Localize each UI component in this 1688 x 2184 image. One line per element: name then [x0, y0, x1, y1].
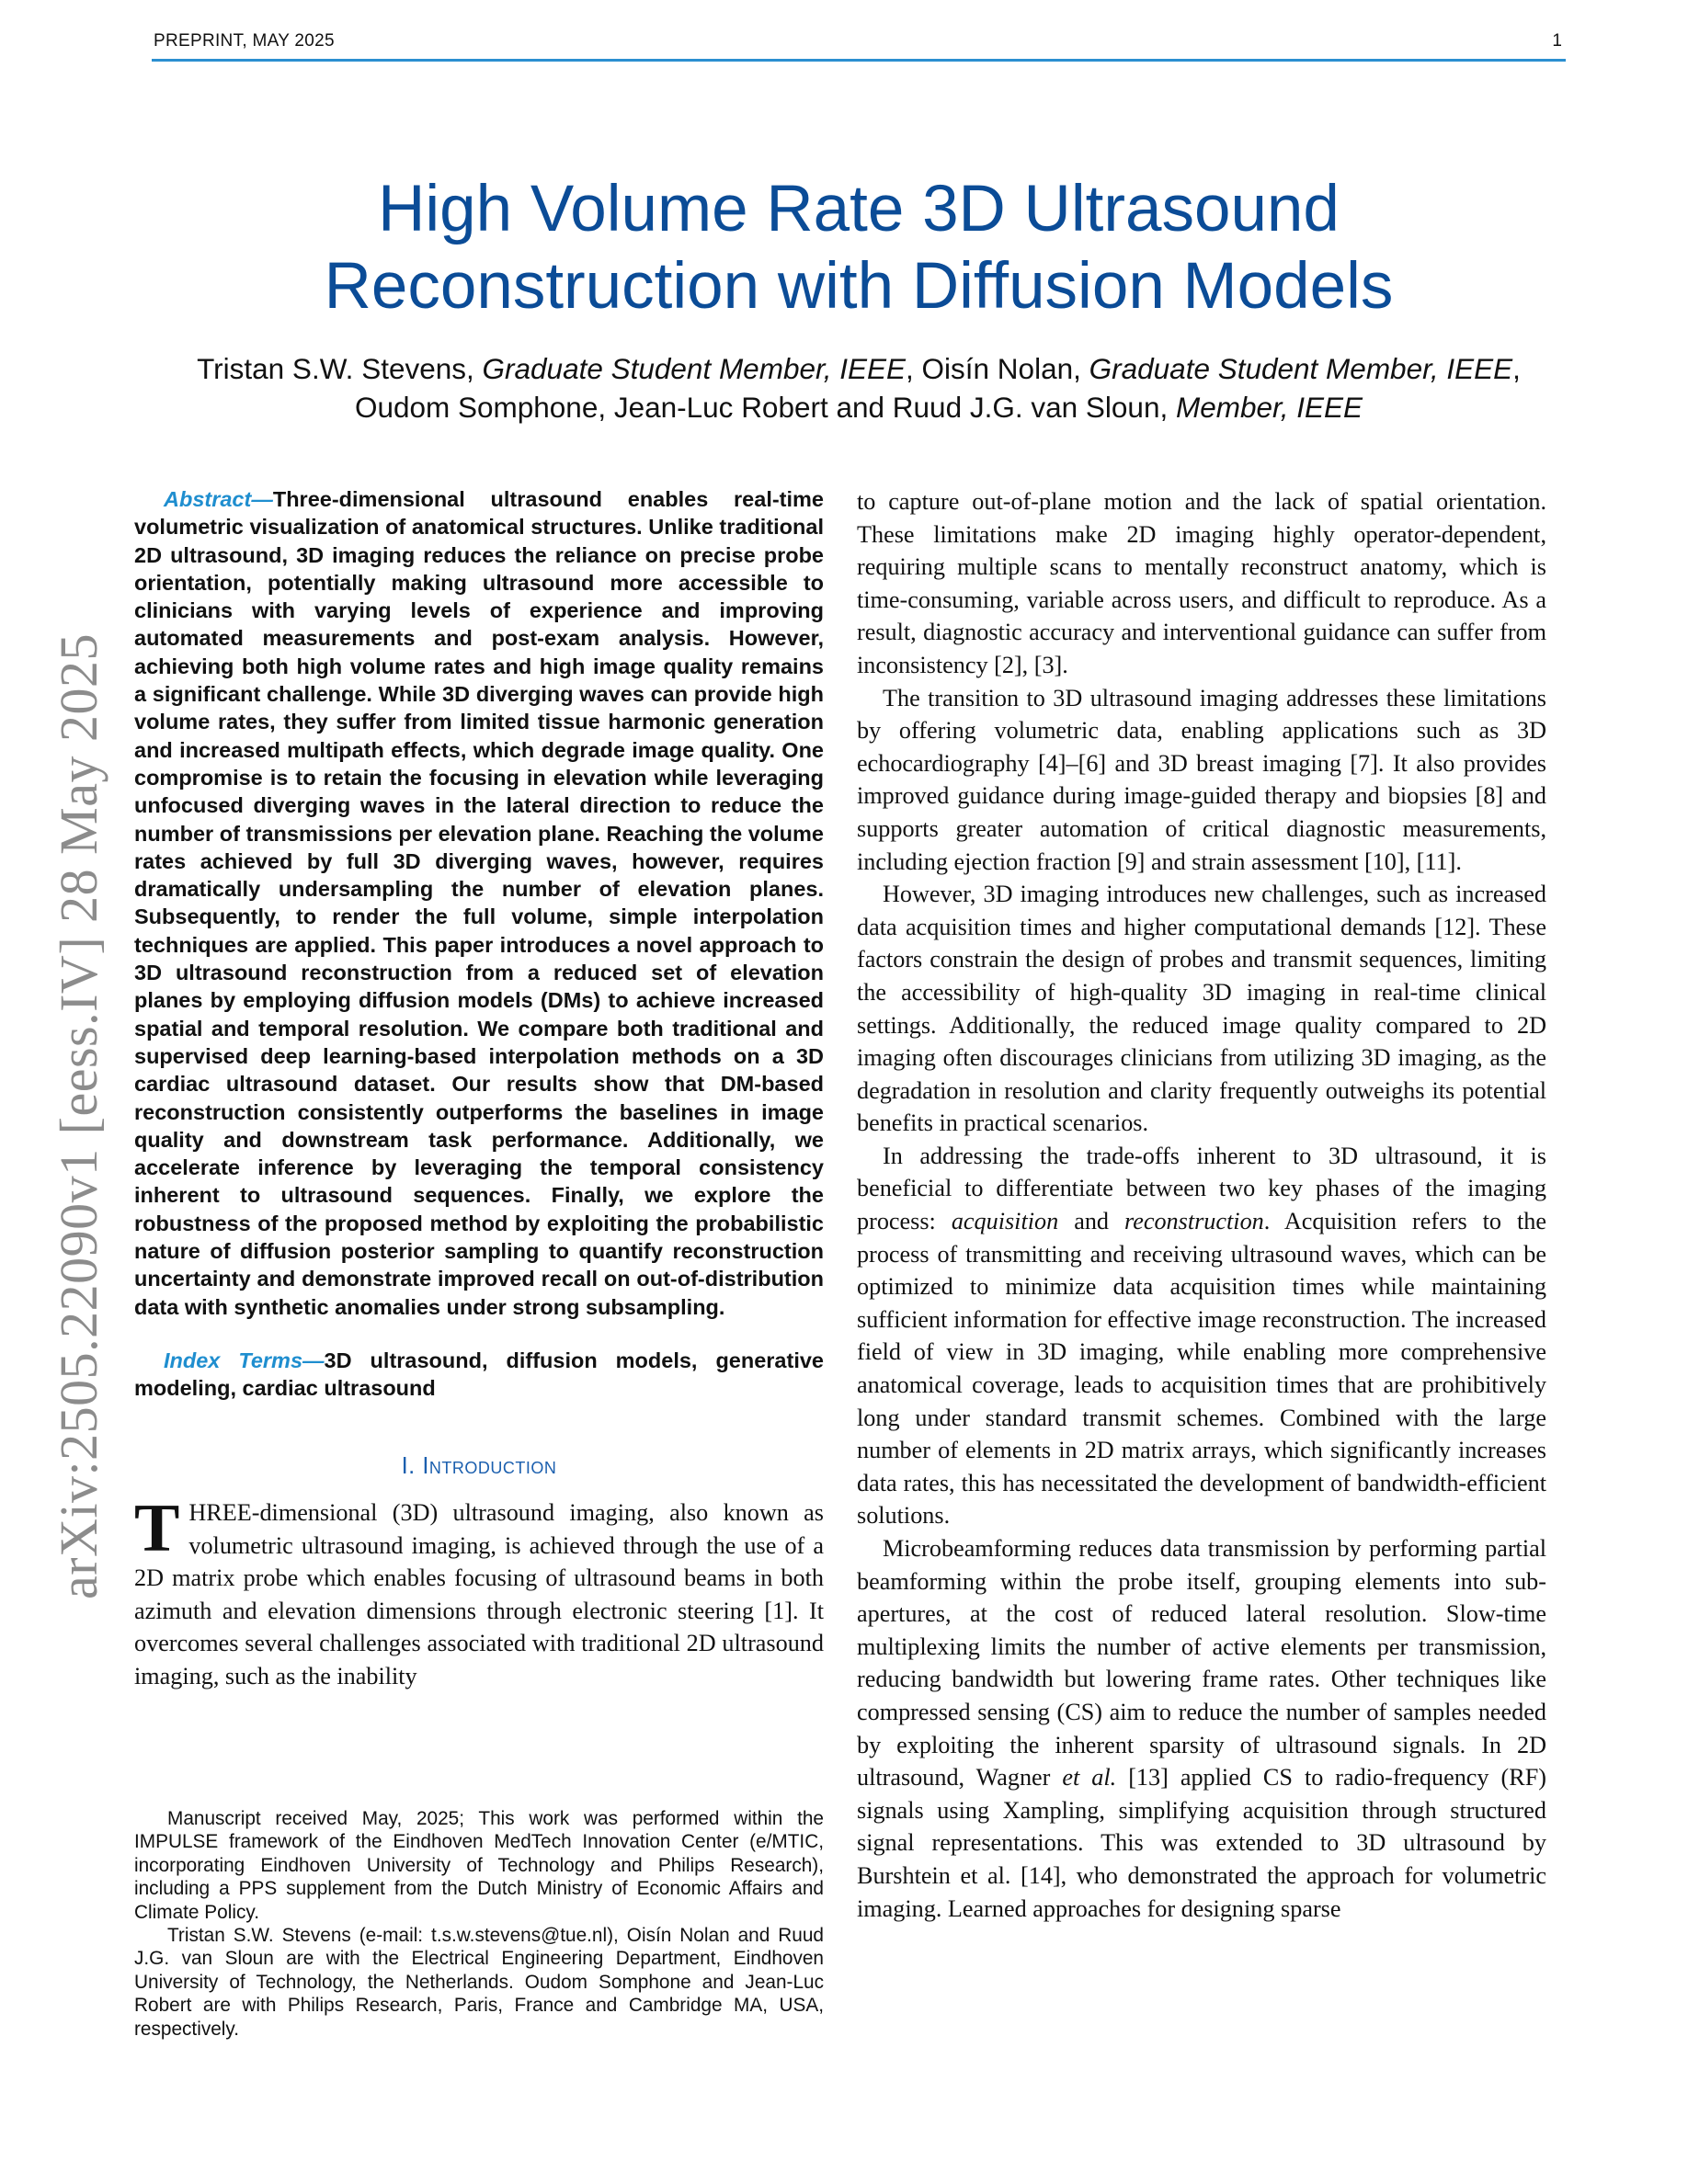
abstract [134, 485, 824, 1321]
author-line-2 [152, 388, 1566, 427]
author-name: Tristan S.W. Stevens, [197, 352, 483, 385]
footnote-funding: Manuscript received May, 2025; This work was performed within the IMPULSE framework of the Eindhoven MedTech Innovation Center (e/MTIC, incorporating Eindhoven University of Technology and Philips Research), including a PPS supplement from the Dutch Ministry of Economic Affairs and Climate Policy. [134, 1808, 824, 1923]
footnotes [134, 1807, 824, 2041]
index-terms [134, 1347, 824, 1402]
title-line-1: High Volume Rate 3D Ultrasound [378, 173, 1340, 245]
author-line-1 [152, 349, 1566, 388]
author-separator: , [1512, 352, 1521, 385]
paragraph-3: However, 3D imaging introduces new challenges, such as increased data acquisition times and higher computational demands [12]. These factors constrain the design of probes and transmit sequences, limiting the accessibility of high-quality 3D imaging in real-time clinical settings. Additionally, the reduced image quality compared to 2D imaging often discourages clinicians from utilizing 3D imaging, as the degradation in resolution and clarity frequently outweighs its potential benefits in practical scenarios. [857, 881, 1546, 1137]
intro-text: HREE-dimensional (3D) ultrasound imaging, also known as volumetric ultrasound imaging, is achieved through the use of a 2D matrix probe which enables focusing of ultrasound beams in both azimuth and elevation dimensions through electronic steering [1]. It overcomes several challenges associated with traditional 2D ultrasound imaging, such as the inability [134, 1498, 824, 1689]
author-name: , Oisín Nolan, [906, 352, 1089, 385]
footnote-affiliations: Tristan S.W. Stevens (e-mail: t.s.w.stevens@tue.nl), Oisín Nolan and Ruud J.G. van Sloun are with the Electrical Engineering Department, Eindhoven University of Technology, the Netherlands. Oudom Somphone and Jean-Luc Robert are with Philips Research, Paris, France and Cambridge MA, USA, respectively. [134, 1925, 824, 2040]
paper-title [152, 171, 1566, 325]
author-affiliation: Graduate Student Member, IEEE [1089, 352, 1513, 385]
et-al: et al. [1062, 1764, 1117, 1792]
page-number: 1 [1552, 31, 1562, 51]
section-title: Introduction [422, 1452, 557, 1479]
index-terms-label: Index Terms— [164, 1348, 325, 1372]
left-column [134, 485, 824, 1692]
term-reconstruction: reconstruction [1124, 1208, 1264, 1235]
arxiv-identifier: arXiv:2505.22090v1 [eess.IV] 28 May 2025 [49, 633, 108, 1599]
paragraph-2: The transition to 3D ultrasound imaging addresses these limitations by offering volumetric data, enabling applications such as 3D echocardiography [4]–[6] and 3D breast imaging [7]. It also provides improved guidance during image-guided therapy and biopsies [8] and supports greater automation of critical diagnostic measurements, including ejection fraction [9] and strain assessment [10], [11]. [857, 684, 1546, 875]
term-acquisition: acquisition [951, 1208, 1059, 1235]
index-terms-text: 3D ultrasound, diffusion models, generative modeling, cardiac ultrasound [134, 1348, 824, 1400]
running-header [152, 31, 1566, 62]
paragraph-4 [857, 1140, 1546, 1532]
section-numeral: I. [401, 1452, 423, 1479]
section-heading [134, 1453, 824, 1480]
journal-header: PREPRINT, MAY 2025 [154, 31, 335, 51]
paragraph-5-text: [13] applied CS to radio-frequency (RF) signals using Xampling, simplifying acquisition through structured signal representations. This was extended to 3D ultrasound by Burshtein et al. [14], who demonstrated the approach for volumetric imaging. Learned approaches for designing sparse [857, 1764, 1546, 1922]
paragraph-5-text: Microbeamforming reduces data transmission by performing partial beamforming within the probe itself, grouping elements into sub-apertures, at the cost of reduced lateral resolution. Slow-time multiplexing limits the number of active elements per transmission, reducing bandwidth but lowering frame rates. Other techniques like compressed sensing (CS) aim to reduce the number of samples needed by exploiting the inherent sparsity of ultrasound signals. In 2D ultrasound, Wagner [857, 1535, 1546, 1792]
abstract-label: Abstract— [164, 487, 273, 511]
author-names: Oudom Somphone, Jean-Luc Robert and Ruud J.G. van Sloun, [354, 391, 1176, 424]
paragraph-5 [857, 1532, 1546, 1925]
intro-paragraph [134, 1490, 824, 1693]
title-line-2: Reconstruction with Diffusion Models [324, 250, 1394, 323]
paragraph-4-text: . Acquisition refers to the process of transmitting and receiving ultrasound waves, which can be optimized to minimize data acquisition times while maintaining sufficient information for effective image reconstruction. The increased field of view in 3D imaging, while enabling more comprehensive anatomical coverage, leads to acquisition times that are prohibitively long under standard transmit schemes. Combined with the large number of elements in 2D matrix arrays, which significantly increases data rates, this has necessitated the development of bandwidth-efficient solutions. [857, 1208, 1546, 1530]
abstract-text: Three-dimensional ultrasound enables real-time volumetric visualization of anatomical structures. Unlike traditional 2D ultrasound, 3D imaging reduces the reliance on precise probe orientation, potentially making ultrasound more accessible to clinicians with varying levels of experience and improving automated measurements and post-exam analysis. However, achieving both high volume rates and high image quality remains a significant challenge. While 3D diverging waves can provide high volume rates, they suffer from limited tissue harmonic generation and increased multipath effects, which degrade image quality. One compromise is to retain the focusing in elevation while leveraging unfocused diverging waves in the lateral direction to reduce the number of transmissions per elevation plane. Reaching the volume rates achieved by full 3D diverging waves, however, requires dramatically undersampling the number of elevation planes. Subsequently, to render the full volume, simple interpolation techniques are applied. This paper introduces a novel approach to 3D ultrasound reconstruction from a reduced set of elevation planes by employing diffusion models (DMs) to achieve increased spatial and temporal resolution. We compare both traditional and supervised deep learning-based interpolation methods on a 3D cardiac ultrasound dataset. Our results show that DM-based reconstruction consistently outperforms the baselines in image quality and downstream task performance. Additionally, we accelerate inference by leveraging the temporal consistency inherent to ultrasound sequences. Finally, we explore the robustness of the proposed method by exploiting the probabilistic nature of diffusion posterior sampling to quantify reconstruction uncertainty and demonstrate improved recall on out-of-distribution data with synthetic anomalies under strong subsampling. [134, 487, 824, 1319]
author-affiliation: Graduate Student Member, IEEE [482, 352, 907, 385]
author-list [152, 349, 1566, 427]
author-affiliation: Member, IEEE [1175, 391, 1363, 424]
drop-cap: T [134, 1490, 180, 1566]
paragraph-1: to capture out-of-plane motion and the lack of spatial orientation. These limitations make 2D imaging highly operator-dependent, requiring multiple scans to mentally reconstruct anatomy, which is time-consuming, variable across users, and difficult to reproduce. As a result, diagnostic accuracy and interventional guidance can suffer from inconsistency [2], [3]. [857, 488, 1546, 678]
paragraph-4-text: In addressing the trade-offs inherent to 3D ultrasound, it is beneficial to differentiate between two key phases of the imaging process: [857, 1142, 1546, 1235]
right-column [857, 485, 1546, 1925]
paragraph-4-text: and [1058, 1208, 1124, 1235]
